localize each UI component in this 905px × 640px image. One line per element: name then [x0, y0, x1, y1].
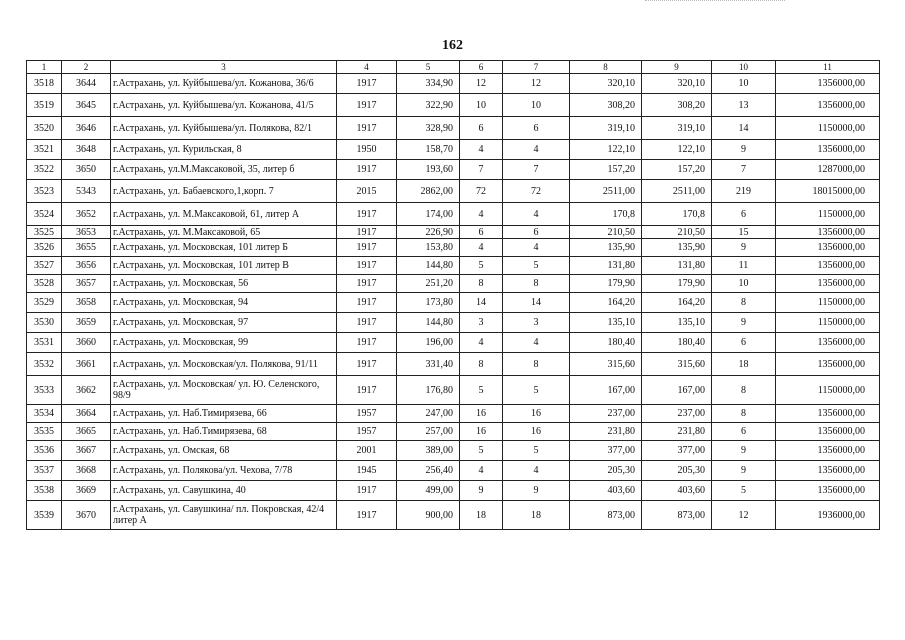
col10-cell: 9: [712, 313, 776, 333]
total-area-cell: 226,90: [397, 226, 460, 239]
col9-cell: 308,20: [642, 94, 712, 117]
object-id-cell: 3646: [62, 117, 111, 140]
col10-cell: 12: [712, 501, 776, 530]
col6-cell: 4: [460, 239, 503, 257]
table-row: [27, 423, 880, 441]
col10-cell: 9: [712, 239, 776, 257]
table-row: [27, 226, 880, 239]
row-number-cell: 3521: [27, 140, 62, 160]
col6-cell: 6: [460, 117, 503, 140]
col9-cell: 319,10: [642, 117, 712, 140]
col8-cell: 2511,00: [570, 180, 642, 203]
column-header: 8: [570, 61, 642, 74]
address-cell: г.Астрахань, ул. Куйбышева/ул. Кожанова, 41/5: [111, 94, 337, 117]
column-header: 1: [27, 61, 62, 74]
address-cell: г.Астрахань, ул. М.Максаковой, 61, литер А: [111, 203, 337, 226]
total-area-cell: 196,00: [397, 333, 460, 353]
address-cell: г.Астрахань, ул. Московская, 94: [111, 293, 337, 313]
col7-cell: 4: [503, 203, 570, 226]
col9-cell: 377,00: [642, 441, 712, 461]
col10-cell: 8: [712, 293, 776, 313]
row-number-cell: 3522: [27, 160, 62, 180]
object-id-cell: 3667: [62, 441, 111, 461]
row-number-cell: 3518: [27, 74, 62, 94]
col10-cell: 9: [712, 461, 776, 481]
col8-cell: 135,90: [570, 239, 642, 257]
object-id-cell: 3668: [62, 461, 111, 481]
year-cell: 2001: [337, 441, 397, 461]
total-area-cell: 173,80: [397, 293, 460, 313]
row-number-cell: 3533: [27, 376, 62, 405]
col6-cell: 6: [460, 226, 503, 239]
col7-cell: 12: [503, 74, 570, 94]
object-id-cell: 3657: [62, 275, 111, 293]
row-number-cell: 3536: [27, 441, 62, 461]
col8-cell: 377,00: [570, 441, 642, 461]
col8-cell: 308,20: [570, 94, 642, 117]
col9-cell: 131,80: [642, 257, 712, 275]
row-number-cell: 3523: [27, 180, 62, 203]
object-id-cell: 3665: [62, 423, 111, 441]
col6-cell: 14: [460, 293, 503, 313]
row-number-cell: 3528: [27, 275, 62, 293]
year-cell: 1917: [337, 275, 397, 293]
address-cell: г.Астрахань, ул. Московская, 101 литер Б: [111, 239, 337, 257]
col9-cell: 315,60: [642, 353, 712, 376]
row-number-cell: 3526: [27, 239, 62, 257]
col8-cell: 873,00: [570, 501, 642, 530]
row-number-cell: 3539: [27, 501, 62, 530]
cost-cell: 1356000,00: [776, 423, 880, 441]
year-cell: 1917: [337, 293, 397, 313]
cost-cell: 1356000,00: [776, 257, 880, 275]
table-row: [27, 180, 880, 203]
cost-cell: 1356000,00: [776, 441, 880, 461]
address-cell: г.Астрахань, ул. Московская/ ул. Ю. Селенского, 98/9: [111, 376, 337, 405]
table-row: [27, 117, 880, 140]
cost-cell: 1150000,00: [776, 203, 880, 226]
year-cell: 1917: [337, 353, 397, 376]
col7-cell: 72: [503, 180, 570, 203]
page-number: 162: [442, 38, 463, 53]
col10-cell: 9: [712, 441, 776, 461]
object-id-cell: 3652: [62, 203, 111, 226]
row-number-cell: 3537: [27, 461, 62, 481]
col9-cell: 403,60: [642, 481, 712, 501]
col7-cell: 10: [503, 94, 570, 117]
object-id-cell: 3656: [62, 257, 111, 275]
total-area-cell: 334,90: [397, 74, 460, 94]
row-number-cell: 3520: [27, 117, 62, 140]
table-row: [27, 333, 880, 353]
header-row: [27, 61, 880, 74]
col8-cell: 320,10: [570, 74, 642, 94]
col9-cell: 873,00: [642, 501, 712, 530]
total-area-cell: 251,20: [397, 275, 460, 293]
col7-cell: 5: [503, 376, 570, 405]
year-cell: 1917: [337, 257, 397, 275]
housing-registry-table: [26, 60, 880, 530]
cost-cell: 1356000,00: [776, 461, 880, 481]
col9-cell: 2511,00: [642, 180, 712, 203]
col6-cell: 18: [460, 501, 503, 530]
table-row: [27, 275, 880, 293]
table-row: [27, 293, 880, 313]
year-cell: 1917: [337, 226, 397, 239]
table-row: [27, 501, 880, 530]
object-id-cell: 3648: [62, 140, 111, 160]
year-cell: 1950: [337, 140, 397, 160]
total-area-cell: 331,40: [397, 353, 460, 376]
year-cell: 2015: [337, 180, 397, 203]
row-number-cell: 3538: [27, 481, 62, 501]
table-row: [27, 405, 880, 423]
address-cell: г.Астрахань, ул. Московская, 101 литер В: [111, 257, 337, 275]
total-area-cell: 247,00: [397, 405, 460, 423]
year-cell: 1957: [337, 423, 397, 441]
col7-cell: 4: [503, 140, 570, 160]
col9-cell: 122,10: [642, 140, 712, 160]
col8-cell: 205,30: [570, 461, 642, 481]
column-header: 9: [642, 61, 712, 74]
col10-cell: 15: [712, 226, 776, 239]
col6-cell: 9: [460, 481, 503, 501]
col8-cell: 180,40: [570, 333, 642, 353]
object-id-cell: 3669: [62, 481, 111, 501]
cost-cell: 1356000,00: [776, 353, 880, 376]
year-cell: 1957: [337, 405, 397, 423]
col7-cell: 8: [503, 353, 570, 376]
cost-cell: 18015000,00: [776, 180, 880, 203]
col10-cell: 6: [712, 333, 776, 353]
cost-cell: 1356000,00: [776, 226, 880, 239]
column-header: 6: [460, 61, 503, 74]
table-row: [27, 313, 880, 333]
object-id-cell: 3658: [62, 293, 111, 313]
col9-cell: 167,00: [642, 376, 712, 405]
col8-cell: 135,10: [570, 313, 642, 333]
col10-cell: 11: [712, 257, 776, 275]
total-area-cell: 499,00: [397, 481, 460, 501]
column-header: 10: [712, 61, 776, 74]
col6-cell: 16: [460, 423, 503, 441]
col10-cell: 219: [712, 180, 776, 203]
column-header: 5: [397, 61, 460, 74]
col10-cell: 8: [712, 376, 776, 405]
total-area-cell: 144,80: [397, 257, 460, 275]
table-row: [27, 441, 880, 461]
col8-cell: 231,80: [570, 423, 642, 441]
total-area-cell: 328,90: [397, 117, 460, 140]
cost-cell: 1287000,00: [776, 160, 880, 180]
column-header: 2: [62, 61, 111, 74]
col6-cell: 4: [460, 461, 503, 481]
table-row: [27, 203, 880, 226]
total-area-cell: 256,40: [397, 461, 460, 481]
row-number-cell: 3532: [27, 353, 62, 376]
cost-cell: 1356000,00: [776, 239, 880, 257]
cost-cell: 1356000,00: [776, 405, 880, 423]
address-cell: г.Астрахань, ул. Наб.Тимирязева, 66: [111, 405, 337, 423]
col9-cell: 135,10: [642, 313, 712, 333]
col10-cell: 10: [712, 74, 776, 94]
col9-cell: 135,90: [642, 239, 712, 257]
col9-cell: 210,50: [642, 226, 712, 239]
address-cell: г.Астрахань, ул. Московская, 97: [111, 313, 337, 333]
col8-cell: 319,10: [570, 117, 642, 140]
address-cell: г.Астрахань, ул. Полякова/ул. Чехова, 7/78: [111, 461, 337, 481]
total-area-cell: 257,00: [397, 423, 460, 441]
year-cell: 1917: [337, 333, 397, 353]
row-number-cell: 3530: [27, 313, 62, 333]
table-row: [27, 239, 880, 257]
object-id-cell: 3644: [62, 74, 111, 94]
total-area-cell: 153,80: [397, 239, 460, 257]
address-cell: г.Астрахань, ул.М.Максаковой, 35, литер б: [111, 160, 337, 180]
col7-cell: 8: [503, 275, 570, 293]
col10-cell: 13: [712, 94, 776, 117]
col9-cell: 179,90: [642, 275, 712, 293]
address-cell: г.Астрахань, ул. Бабаевского,1,корп. 7: [111, 180, 337, 203]
col6-cell: 5: [460, 257, 503, 275]
col6-cell: 72: [460, 180, 503, 203]
table-row: [27, 257, 880, 275]
col10-cell: 14: [712, 117, 776, 140]
row-number-cell: 3531: [27, 333, 62, 353]
year-cell: 1917: [337, 160, 397, 180]
total-area-cell: 158,70: [397, 140, 460, 160]
year-cell: 1917: [337, 313, 397, 333]
cost-cell: 1356000,00: [776, 481, 880, 501]
col7-cell: 4: [503, 333, 570, 353]
address-cell: г.Астрахань, ул. Московская/ул. Полякова, 91/11: [111, 353, 337, 376]
col10-cell: 6: [712, 203, 776, 226]
cost-cell: 1150000,00: [776, 313, 880, 333]
col6-cell: 5: [460, 441, 503, 461]
row-number-cell: 3534: [27, 405, 62, 423]
column-header: 7: [503, 61, 570, 74]
col7-cell: 9: [503, 481, 570, 501]
object-id-cell: 3660: [62, 333, 111, 353]
row-number-cell: 3524: [27, 203, 62, 226]
column-header: 4: [337, 61, 397, 74]
col8-cell: 237,00: [570, 405, 642, 423]
col6-cell: 3: [460, 313, 503, 333]
cost-cell: 1150000,00: [776, 293, 880, 313]
year-cell: 1917: [337, 239, 397, 257]
object-id-cell: 3661: [62, 353, 111, 376]
address-cell: г.Астрахань, ул. Московская, 99: [111, 333, 337, 353]
total-area-cell: 176,80: [397, 376, 460, 405]
total-area-cell: 174,00: [397, 203, 460, 226]
col6-cell: 8: [460, 353, 503, 376]
object-id-cell: 3645: [62, 94, 111, 117]
col7-cell: 16: [503, 405, 570, 423]
year-cell: 1917: [337, 74, 397, 94]
year-cell: 1917: [337, 117, 397, 140]
cost-cell: 1356000,00: [776, 94, 880, 117]
object-id-cell: 5343: [62, 180, 111, 203]
col7-cell: 16: [503, 423, 570, 441]
col7-cell: 3: [503, 313, 570, 333]
col9-cell: 164,20: [642, 293, 712, 313]
cost-cell: 1356000,00: [776, 333, 880, 353]
year-cell: 1945: [337, 461, 397, 481]
col10-cell: 8: [712, 405, 776, 423]
year-cell: 1917: [337, 501, 397, 530]
col7-cell: 18: [503, 501, 570, 530]
col6-cell: 5: [460, 376, 503, 405]
year-cell: 1917: [337, 94, 397, 117]
table-row: [27, 353, 880, 376]
col8-cell: 170,8: [570, 203, 642, 226]
col9-cell: 237,00: [642, 405, 712, 423]
table-row: [27, 74, 880, 94]
total-area-cell: 144,80: [397, 313, 460, 333]
col9-cell: 180,40: [642, 333, 712, 353]
col8-cell: 179,90: [570, 275, 642, 293]
row-number-cell: 3529: [27, 293, 62, 313]
address-cell: г.Астрахань, ул. Савушкина/ пл. Покровская, 42/4 литер А: [111, 501, 337, 530]
row-number-cell: 3519: [27, 94, 62, 117]
col8-cell: 164,20: [570, 293, 642, 313]
year-cell: 1917: [337, 203, 397, 226]
row-number-cell: 3527: [27, 257, 62, 275]
col10-cell: 9: [712, 140, 776, 160]
cost-cell: 1936000,00: [776, 501, 880, 530]
object-id-cell: 3659: [62, 313, 111, 333]
cost-cell: 1356000,00: [776, 74, 880, 94]
address-cell: г.Астрахань, ул. М.Максаковой, 65: [111, 226, 337, 239]
object-id-cell: 3662: [62, 376, 111, 405]
year-cell: 1917: [337, 481, 397, 501]
col6-cell: 16: [460, 405, 503, 423]
col8-cell: 210,50: [570, 226, 642, 239]
column-header: 11: [776, 61, 880, 74]
col10-cell: 6: [712, 423, 776, 441]
col10-cell: 7: [712, 160, 776, 180]
col7-cell: 4: [503, 461, 570, 481]
object-id-cell: 3664: [62, 405, 111, 423]
col10-cell: 5: [712, 481, 776, 501]
object-id-cell: 3655: [62, 239, 111, 257]
col6-cell: 8: [460, 275, 503, 293]
scan-artifact: [645, 0, 785, 5]
col9-cell: 170,8: [642, 203, 712, 226]
col9-cell: 231,80: [642, 423, 712, 441]
col6-cell: 7: [460, 160, 503, 180]
row-number-cell: 3525: [27, 226, 62, 239]
total-area-cell: 900,00: [397, 501, 460, 530]
table-row: [27, 461, 880, 481]
object-id-cell: 3670: [62, 501, 111, 530]
col8-cell: 315,60: [570, 353, 642, 376]
cost-cell: 1356000,00: [776, 275, 880, 293]
total-area-cell: 389,00: [397, 441, 460, 461]
column-header: 3: [111, 61, 337, 74]
col9-cell: 157,20: [642, 160, 712, 180]
address-cell: г.Астрахань, ул. Курильская, 8: [111, 140, 337, 160]
row-number-cell: 3535: [27, 423, 62, 441]
col8-cell: 122,10: [570, 140, 642, 160]
col7-cell: 14: [503, 293, 570, 313]
object-id-cell: 3653: [62, 226, 111, 239]
address-cell: г.Астрахань, ул. Московская, 56: [111, 275, 337, 293]
cost-cell: 1150000,00: [776, 376, 880, 405]
object-id-cell: 3650: [62, 160, 111, 180]
table-row: [27, 94, 880, 117]
col10-cell: 10: [712, 275, 776, 293]
address-cell: г.Астрахань, ул. Наб.Тимирязева, 68: [111, 423, 337, 441]
col6-cell: 10: [460, 94, 503, 117]
col6-cell: 12: [460, 74, 503, 94]
address-cell: г.Астрахань, ул. Савушкина, 40: [111, 481, 337, 501]
col8-cell: 167,00: [570, 376, 642, 405]
table-row: [27, 160, 880, 180]
col6-cell: 4: [460, 203, 503, 226]
col8-cell: 403,60: [570, 481, 642, 501]
col9-cell: 205,30: [642, 461, 712, 481]
address-cell: г.Астрахань, ул. Куйбышева/ул. Полякова, 82/1: [111, 117, 337, 140]
col7-cell: 7: [503, 160, 570, 180]
col7-cell: 6: [503, 117, 570, 140]
cost-cell: 1150000,00: [776, 117, 880, 140]
col7-cell: 4: [503, 239, 570, 257]
table-row: [27, 376, 880, 405]
total-area-cell: 322,90: [397, 94, 460, 117]
table-row: [27, 140, 880, 160]
col7-cell: 5: [503, 441, 570, 461]
col8-cell: 157,20: [570, 160, 642, 180]
total-area-cell: 193,60: [397, 160, 460, 180]
col9-cell: 320,10: [642, 74, 712, 94]
table-row: [27, 481, 880, 501]
col8-cell: 131,80: [570, 257, 642, 275]
total-area-cell: 2862,00: [397, 180, 460, 203]
address-cell: г.Астрахань, ул. Омская, 68: [111, 441, 337, 461]
year-cell: 1917: [337, 376, 397, 405]
col6-cell: 4: [460, 140, 503, 160]
col7-cell: 6: [503, 226, 570, 239]
col10-cell: 18: [712, 353, 776, 376]
table-body: [27, 61, 880, 530]
col7-cell: 5: [503, 257, 570, 275]
address-cell: г.Астрахань, ул. Куйбышева/ул. Кожанова, 36/6: [111, 74, 337, 94]
col6-cell: 4: [460, 333, 503, 353]
cost-cell: 1356000,00: [776, 140, 880, 160]
